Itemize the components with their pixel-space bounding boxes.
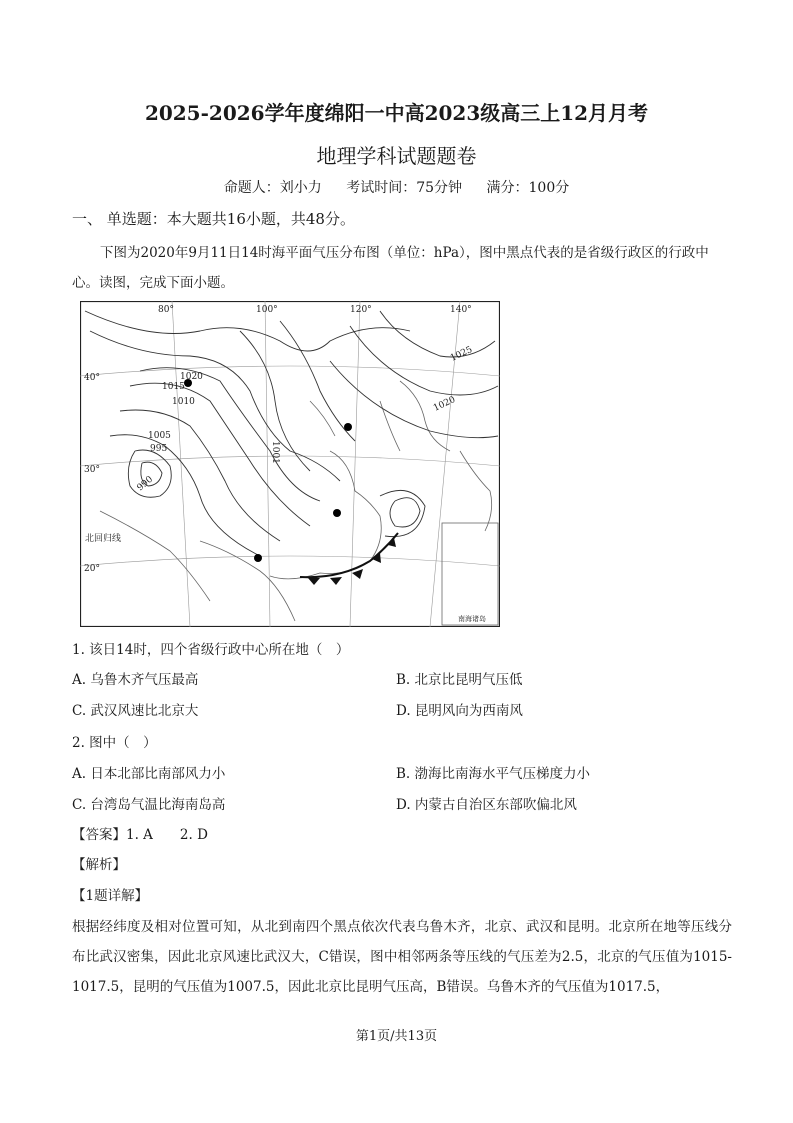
q2-option-b[interactable]: B. 渤海比南海水平气压梯度力小: [396, 766, 591, 782]
lon-label: 120°: [350, 305, 372, 315]
q1-option-d[interactable]: D. 昆明风向为西南风: [396, 703, 523, 719]
detail-paragraph: 根据经纬度及相对位置可知，从北到南四个黑点依次代表乌鲁木齐，北京、武汉和昆明。北京所在地等压线分布比武汉密集，因此北京风速比武汉大，C错误，图中相邻两条等压线的气压差为2.5，北京的气压值为1015-1017.5，昆明的气压值为1007.5，因此北京比昆明气压高，B错误。乌鲁木齐的气压值为1017.5，: [72, 919, 732, 995]
kunming-dot: [254, 554, 262, 562]
page-footer: 第1页/共13页: [355, 1029, 438, 1044]
analysis-heading: 【解析】: [72, 857, 126, 873]
exam-meta: [0, 177, 793, 197]
lat-label: 30°: [84, 465, 100, 475]
answer-line: 【答案】1. A 2. D: [72, 827, 208, 843]
lon-label: 80°: [158, 305, 174, 315]
pressure-map: [80, 301, 500, 627]
q2-option-c[interactable]: C. 台湾岛气温比海南岛高: [72, 797, 226, 813]
isobar-label: 1005: [148, 431, 171, 441]
exam-title: 2025-2026学年度绵阳一中高2023级高三上12月月考: [144, 101, 649, 125]
isobar-label: 990: [135, 474, 156, 494]
isobar-label: 1020: [432, 394, 458, 414]
detail-heading: 【1题详解】: [72, 888, 149, 904]
isobar-label: 1010: [172, 397, 195, 407]
author: 命题人：刘小力: [223, 180, 322, 196]
section-heading: 一、 单选题：本大题共16小题，共48分。: [72, 210, 355, 228]
q2-option-d[interactable]: D. 内蒙古自治区东部吹偏北风: [396, 797, 577, 813]
tropic-label: 北回归线: [85, 534, 122, 544]
inset-label: 南海诸岛: [458, 615, 486, 623]
isobar-label: 1001: [270, 441, 280, 464]
isobar-label: 1020: [180, 372, 203, 382]
full-score: 满分：100分: [486, 180, 570, 196]
q1-option-a[interactable]: A. 乌鲁木齐气压最高: [72, 672, 199, 688]
question-1: 1. 该日14时，四个省级行政中心所在地（ ）: [72, 642, 350, 658]
q1-option-c[interactable]: C. 武汉风速比北京大: [72, 703, 199, 719]
isobar-label: 1015: [162, 382, 185, 392]
lon-label: 100°: [256, 305, 278, 315]
intro-text: 下图为2020年9月11日14时海平面气压分布图（单位：hPa），图中黑点代表的是省级行政区的行政中心。读图，完成下面小题。: [72, 245, 709, 291]
exam-time: 考试时间：75分钟: [346, 180, 463, 196]
q2-option-a[interactable]: A. 日本北部比南部风力小: [72, 766, 226, 782]
isobar-label: 1025: [449, 344, 475, 364]
lon-label: 140°: [450, 305, 472, 315]
question-2: 2. 图中（ ）: [72, 735, 157, 751]
lat-label: 20°: [84, 564, 100, 574]
q1-option-b[interactable]: B. 北京比昆明气压低: [396, 672, 523, 688]
wuhan-dot: [333, 509, 341, 517]
subject-title: 地理学科试题题卷: [316, 144, 477, 168]
lat-label: 40°: [84, 373, 100, 383]
beijing-dot: [344, 423, 352, 431]
isobar-label: 995: [150, 444, 168, 454]
